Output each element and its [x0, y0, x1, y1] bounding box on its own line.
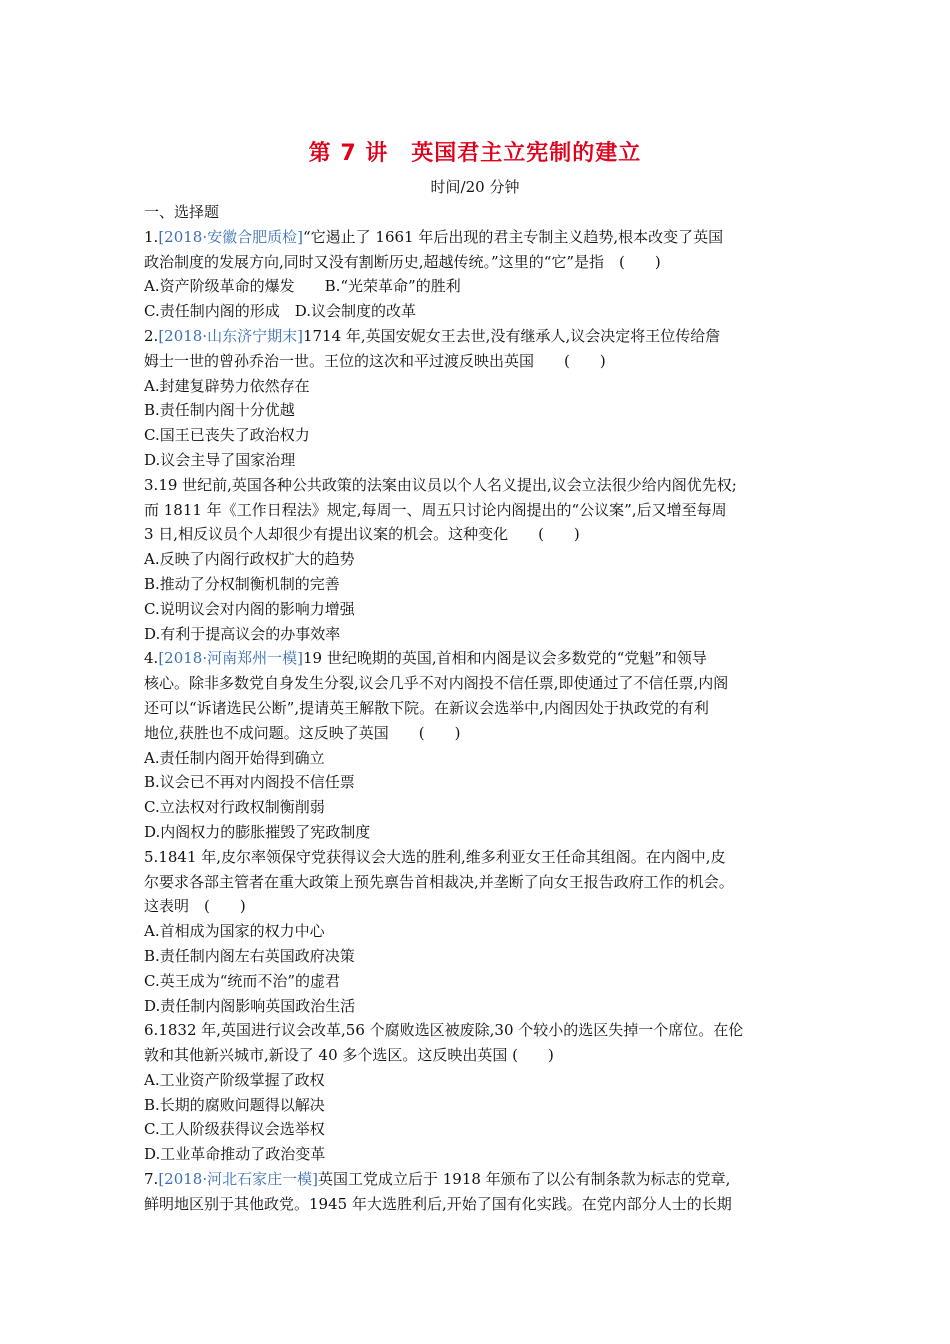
question-stem: 1714 年,英国安妮女王去世,没有继承人,议会决定将王位传给詹: [302, 326, 721, 345]
option-b: B.责任制内阁十分优越: [144, 401, 295, 420]
question-number: 7.: [144, 1170, 159, 1189]
option-a: A.封建复辟势力依然存在: [144, 376, 310, 395]
question-6: [144, 1018, 804, 1167]
option-c: C.立法权对行政权制衡削弱: [144, 798, 325, 817]
page-title: 第 7 讲 英国君主立宪制的建立: [308, 141, 642, 166]
option-a: A.反映了内阁行政权扩大的趋势: [144, 550, 355, 569]
option-a: A.责任制内阁开始得到确立: [144, 748, 325, 767]
question-stem: 姆士一世的曾孙乔治一世。王位的这次和平过渡反映出英国 ( ): [144, 351, 606, 370]
option-c: C.国王已丧失了政治权力: [144, 426, 310, 445]
time-limit: 时间/20 分钟: [430, 178, 520, 196]
question-5: [144, 845, 804, 1019]
option-d: D.责任制内阁影响英国政治生活: [144, 996, 356, 1015]
question-stem: 英国工党成立后于 1918 年颁布了以公有制条款为标志的党章,: [317, 1170, 731, 1189]
option-c: C.工人阶级获得议会选举权: [144, 1120, 325, 1139]
question-source: [2018·河南郑州一模]: [158, 649, 303, 668]
option-d: D.工业革命推动了政治变革: [144, 1145, 326, 1164]
question-line: [144, 1018, 804, 1043]
question-stem: 1832 年,英国进行议会改革,56 个腐败选区被废除,30 个较小的选区失掉一个席位。在伦: [158, 1021, 744, 1040]
option-line: C.责任制内阁的形成 D.议会制度的改革: [144, 302, 416, 321]
option-b: B.责任制内阁左右英国政府决策: [144, 946, 355, 965]
question-line: [144, 1167, 804, 1192]
question-source: [2018·山东济宁期末]: [158, 326, 303, 345]
question-line: [144, 845, 804, 870]
question-list: [144, 200, 804, 1217]
question-2: [144, 324, 804, 473]
option-b: B.长期的腐败问题得以解决: [144, 1095, 325, 1114]
question-number: 4.: [144, 649, 159, 668]
question-source: [2018·安徽合肥质检]: [158, 227, 303, 246]
question-line: [144, 646, 804, 671]
question-line: [144, 473, 804, 498]
question-stem: 鲜明地区别于其他政党。1945 年大选胜利后,开始了国有化实践。在党内部分人士的长期: [144, 1194, 732, 1213]
question-4: [144, 646, 804, 844]
option-b: B.推动了分权制衡机制的完善: [144, 574, 340, 593]
question-number: 2.: [144, 326, 159, 345]
question-stem: 这表明 ( ): [144, 897, 246, 916]
question-stem: 政治制度的发展方向,同时又没有割断历史,超越传统。”这里的“它”是指 ( ): [144, 252, 661, 271]
option-d: D.有利于提高议会的办事效率: [144, 624, 341, 643]
question-stem: 尔要求各部主管者在重大政策上预先禀告首相裁决,并垄断了向女王报告政府工作的机会。: [144, 872, 734, 891]
question-1: [144, 225, 804, 324]
question-line: [144, 324, 804, 349]
option-b: B.议会已不再对内阁投不信任票: [144, 773, 355, 792]
section-heading: 一、选择题: [144, 203, 220, 221]
option-a: A.首相成为国家的权力中心: [144, 922, 325, 941]
question-source: [2018·河北石家庄一模]: [158, 1170, 318, 1189]
question-number: 1.: [144, 227, 159, 246]
question-stem: 19 世纪晚期的英国,首相和内阁是议会多数党的“党魁”和领导: [302, 649, 707, 668]
question-stem: 19 世纪前,英国各种公共政策的法案由议员以个人名义提出,议会立法很少给内阁优先权;: [158, 475, 737, 494]
option-line: A.资产阶级革命的爆发 B.“光荣革命”的胜利: [144, 277, 461, 296]
question-line: [144, 225, 804, 250]
option-a: A.工业资产阶级掌握了政权: [144, 1070, 325, 1089]
question-number: 3.: [144, 475, 159, 494]
question-stem: 核心。除非多数党自身发生分裂,议会几乎不对内阁投不信任票,即使通过了不信任票,内阁: [144, 674, 729, 693]
question-stem: 地位,获胜也不成问题。这反映了英国 ( ): [144, 723, 461, 742]
question-stem: “它遏止了 1661 年后出现的君主专制主义趋势,根本改变了英国: [302, 227, 724, 246]
question-3: [144, 473, 804, 647]
option-c: C.英王成为“统而不治”的虚君: [144, 971, 341, 990]
question-stem: 还可以“诉诸选民公断”,提请英王解散下院。在新议会选举中,内阁因处于执政党的有利: [144, 698, 709, 717]
question-stem: 1841 年,皮尔率领保守党获得议会大选的胜利,维多利亚女王任命其组阁。在内阁中,皮: [158, 847, 726, 866]
question-number: 5.: [144, 847, 159, 866]
question-stem: 敦和其他新兴城市,新设了 40 多个选区。这反映出英国 ( ): [144, 1046, 554, 1065]
option-c: C.说明议会对内阁的影响力增强: [144, 599, 355, 618]
option-d: D.议会主导了国家治理: [144, 450, 296, 469]
option-d: D.内阁权力的膨胀摧毁了宪政制度: [144, 822, 371, 841]
question-stem: 而 1811 年《工作日程法》规定,每周一、周五只讨论内阁提出的“公议案”,后又增至每周: [144, 500, 727, 519]
question-7: [144, 1167, 804, 1217]
question-number: 6.: [144, 1021, 159, 1040]
question-stem: 3 日,相反议员个人却很少有提出议案的机会。这种变化 ( ): [144, 525, 580, 544]
